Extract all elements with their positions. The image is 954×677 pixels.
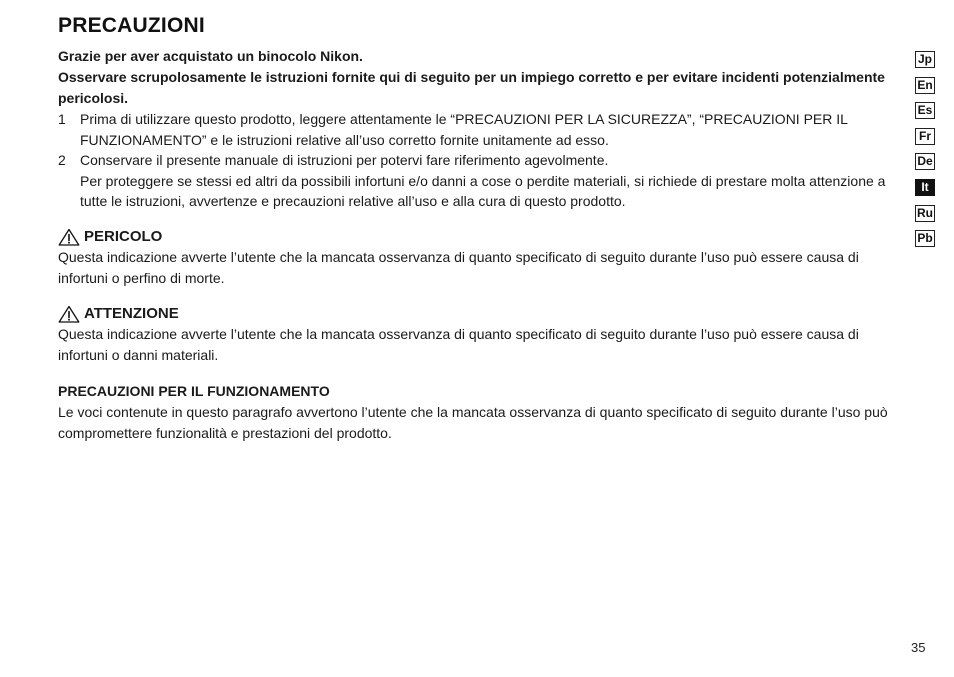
list-item — [58, 150, 894, 171]
language-tab-en[interactable]: En — [915, 77, 935, 94]
language-tab-fr[interactable]: Fr — [915, 128, 935, 145]
caution-heading — [58, 304, 894, 324]
language-tab-ru[interactable]: Ru — [917, 205, 933, 220]
operation-text: Le voci contenute in questo paragrafo avvertono l’utente che la mancata osservanza di quanto specificato di seguito durante l’uso può compromettere funzionalità e prestazioni del prodotto. — [58, 403, 888, 441]
language-tab-jp[interactable]: Jp — [915, 51, 935, 68]
list-item-number: 1 — [58, 111, 66, 127]
language-tabs — [915, 51, 935, 256]
operation-title: PRECAUZIONI PER IL FUNZIONAMENTO — [58, 382, 330, 399]
list-item-text: Conservare il presente manuale di istruzioni per potervi fare riferimento agevolmente. — [80, 152, 609, 168]
page-title: PRECAUZIONI — [58, 14, 205, 37]
operation-section — [58, 381, 894, 444]
language-tab-pb[interactable]: Pb — [915, 230, 935, 247]
warning-triangle-icon — [58, 305, 80, 323]
list-item-number: 2 — [58, 152, 66, 168]
warning-triangle-icon — [58, 228, 80, 246]
caution-title: ATTENZIONE — [84, 304, 179, 322]
caution-section — [58, 304, 894, 366]
language-tab-it[interactable]: It — [915, 179, 935, 196]
caution-text: Questa indicazione avverte l’utente che la mancata osservanza di quanto specificato di seguito durante l’uso può essere causa di infortuni o danni materiali. — [58, 325, 859, 363]
danger-heading — [58, 227, 894, 247]
language-tab-de[interactable]: De — [915, 153, 935, 170]
danger-text: Questa indicazione avverte l’utente che la mancata osservanza di quanto specificato di seguito durante l’uso può essere causa di infortuni o perfino di morte. — [58, 248, 859, 286]
document-page — [58, 14, 894, 444]
list-item-continued: Per proteggere se stessi ed altri da possibili infortuni e/o danni a cose o perdite materiali, si richiede di prestare molta attenzione a tutte le istruzioni, avvertenze e precauzioni relative all’uso e alla cura di questo prodotto. — [80, 172, 886, 209]
page-number: 35 — [911, 640, 926, 655]
danger-title: PERICOLO — [84, 227, 163, 245]
intro-thanks: Grazie per aver acquistato un binocolo Nikon. — [58, 48, 363, 64]
list-item — [58, 109, 894, 150]
danger-section — [58, 227, 894, 289]
instruction-list — [58, 109, 894, 171]
list-item-text: Prima di utilizzare questo prodotto, leggere attentamente le “PRECAUZIONI PER LA SICUREZZA”, “PRECAUZIONI PER IL FUNZIONAMENTO” e le istruzioni relative all’uso corretto fornite unitamente ad esso. — [80, 111, 848, 148]
intro-warning: Osservare scrupolosamente le istruzioni fornite qui di seguito per un impiego corretto e per evitare incidenti potenzialmente pericolosi. — [58, 69, 885, 106]
language-tab-es[interactable]: Es — [915, 102, 935, 119]
